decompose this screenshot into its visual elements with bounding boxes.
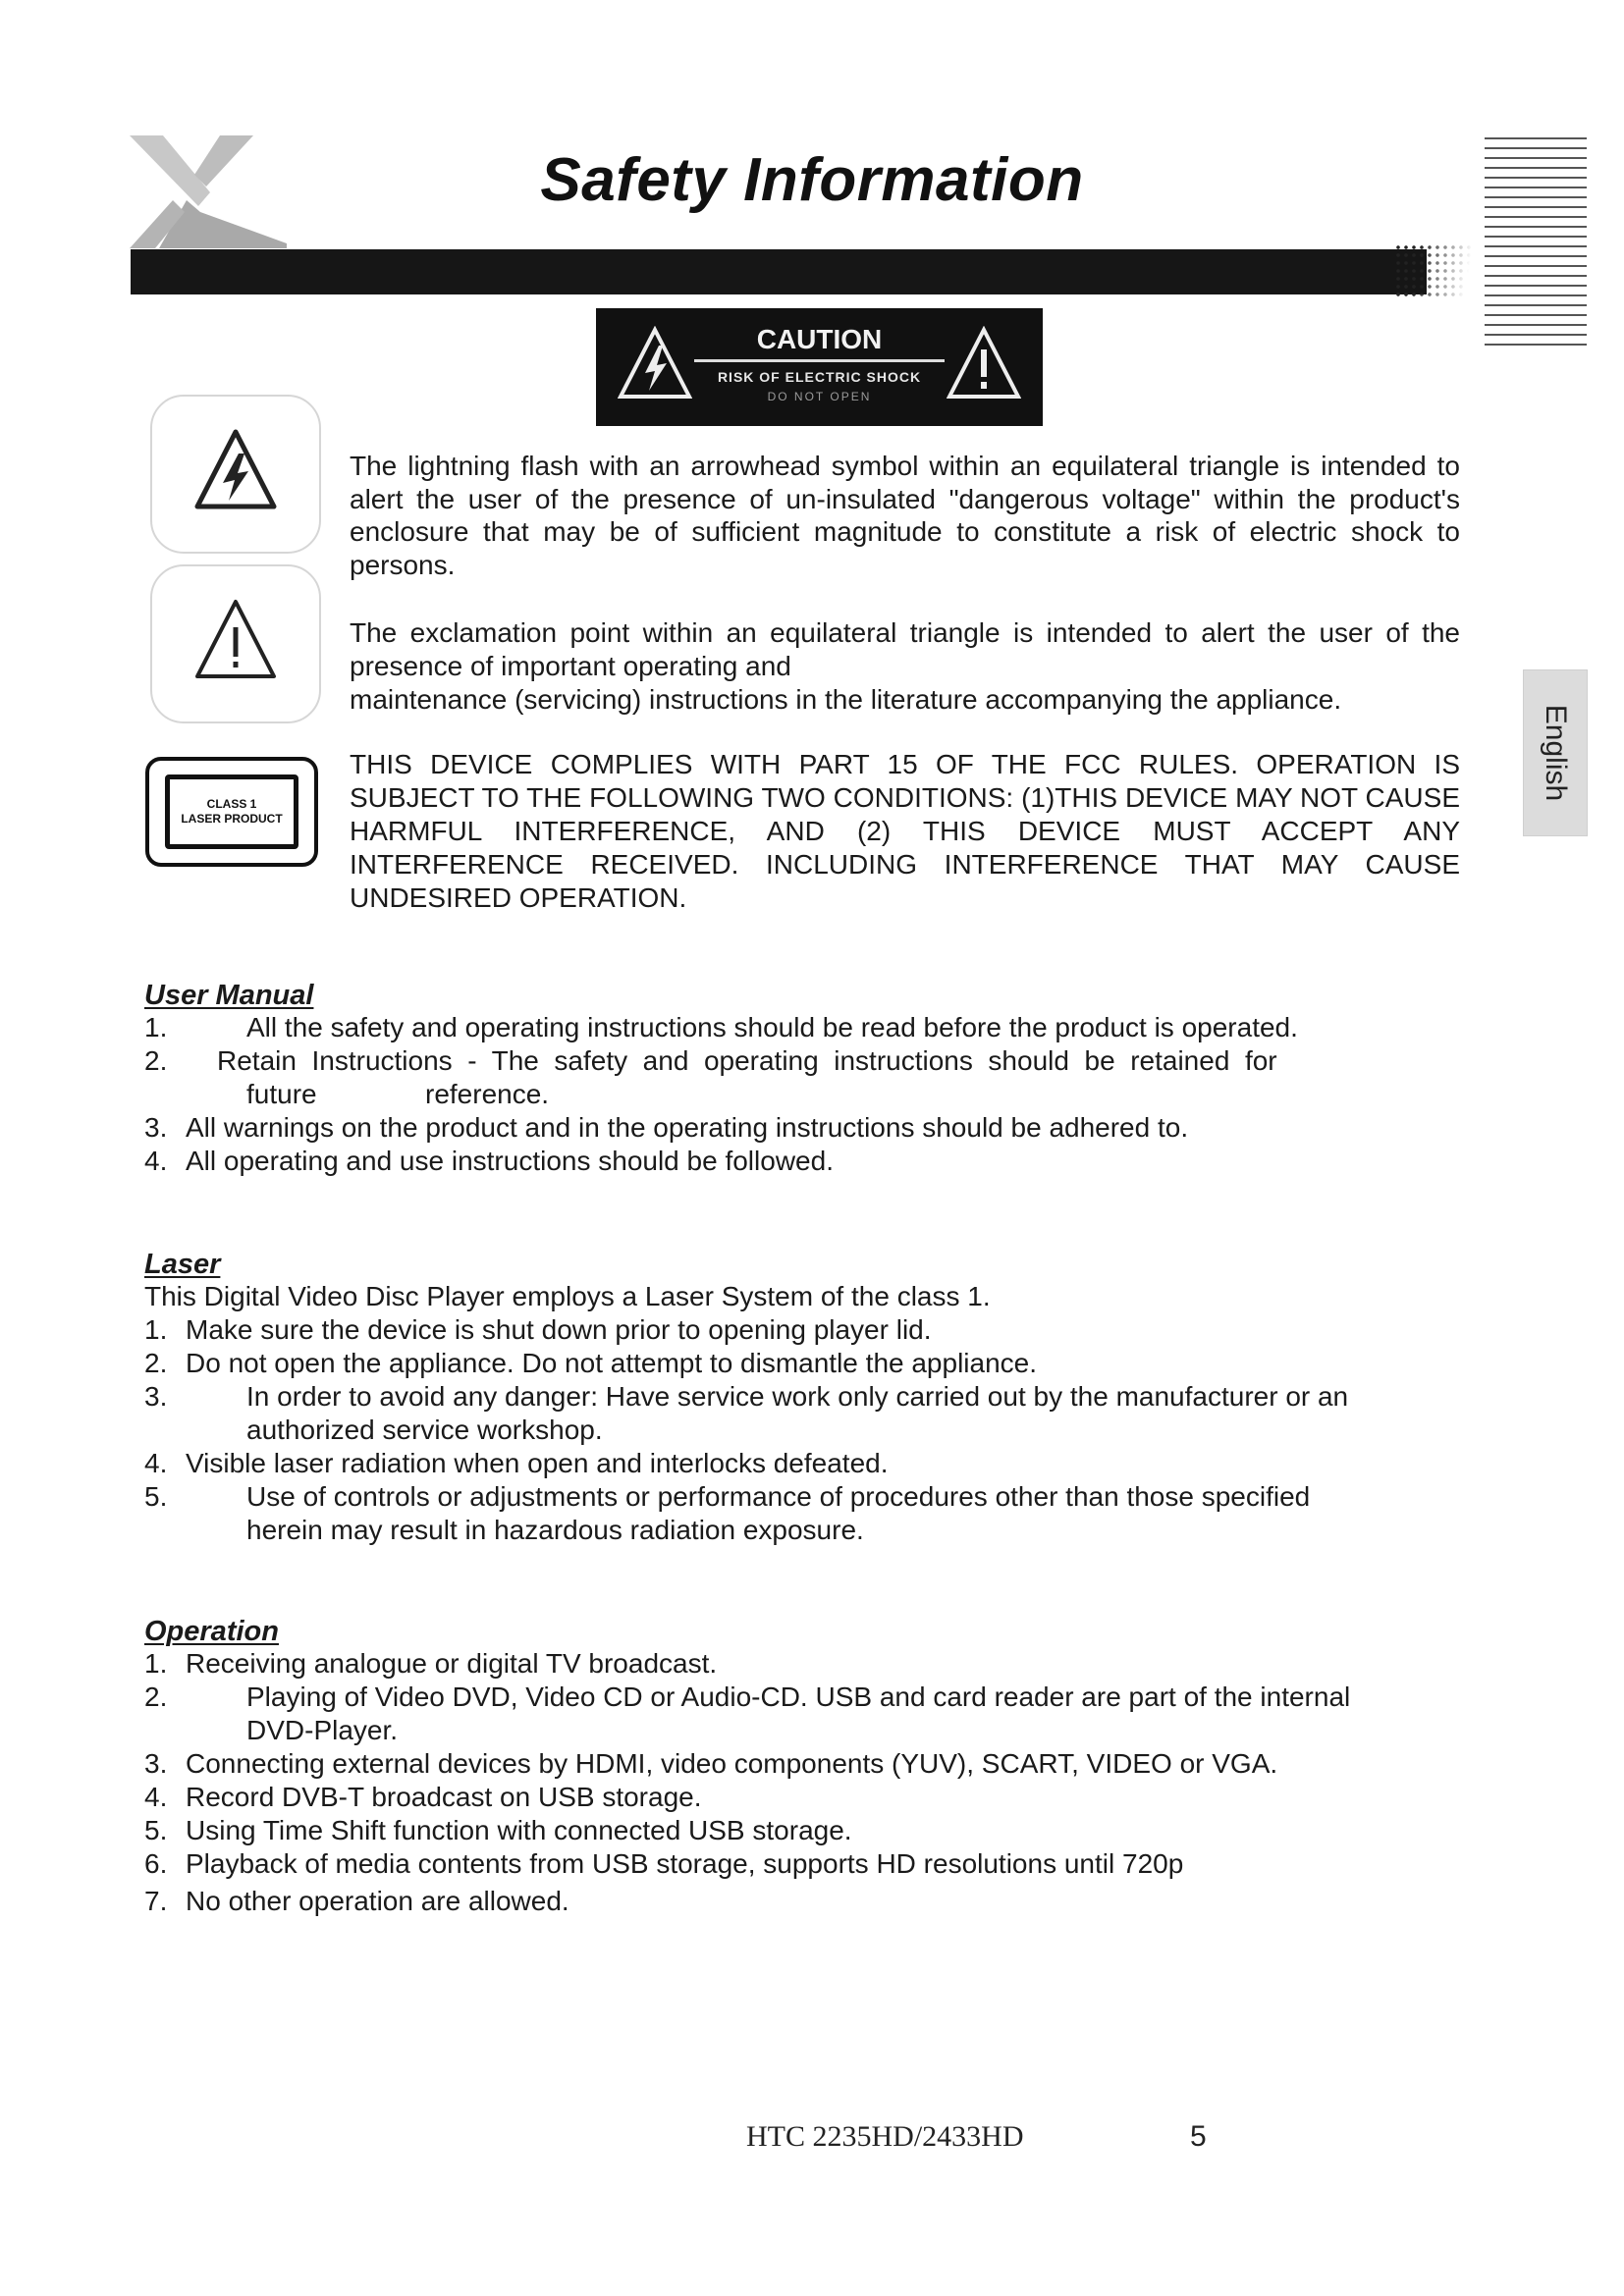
list-item (144, 1145, 1460, 1178)
list-text: Make sure the device is shut down prior to opening player lid. (186, 1314, 932, 1345)
list-item (144, 1480, 1460, 1547)
exclamation-symbol-box (150, 564, 321, 723)
list-text-continuation: future (246, 1079, 317, 1109)
list-item (144, 1847, 1460, 1881)
list-number: 1. (144, 1012, 168, 1042)
list-item (144, 1111, 1460, 1145)
list-text: In order to avoid any danger: Have service work only carried out by the manufacturer or an (246, 1381, 1349, 1412)
list-text: Retain Instructions - The safety and operating instructions should be retained for (217, 1045, 1277, 1076)
caution-title: CAUTION (756, 324, 883, 354)
list-item (144, 1647, 1460, 1681)
list-item (144, 1011, 1460, 1044)
list-number: 1. (144, 1314, 168, 1345)
list-number: 1. (144, 1648, 168, 1679)
section-heading-laser: Laser (144, 1249, 221, 1280)
list-number: 4. (144, 1146, 168, 1176)
list-text: Connecting external devices by HDMI, video components (YUV), SCART, VIDEO or VGA. (186, 1748, 1278, 1779)
list-item (144, 1313, 1460, 1347)
exclamation-description-1: The exclamation point within an equilateral triangle is intended to alert the user of the presence of important operating and (350, 617, 1460, 681)
caution-subtitle-2: DO NOT OPEN (767, 390, 872, 403)
header-bar-dots (1394, 243, 1473, 298)
list-number: 5. (144, 1815, 168, 1845)
list-item (144, 1681, 1460, 1747)
list-text: Playback of media contents from USB storage, supports HD resolutions until 720p (186, 1848, 1184, 1879)
list-item (144, 1885, 1460, 1918)
lightning-triangle-icon (193, 428, 278, 512)
list-text: No other operation are allowed. (186, 1886, 569, 1916)
laser-label-line1: CLASS 1 (206, 797, 257, 811)
footer-model: HTC 2235HD/2433HD (746, 2120, 1024, 2153)
list-number: 2. (144, 1045, 168, 1076)
edge-decoration (1485, 137, 1587, 346)
lightning-symbol-box (150, 395, 321, 554)
list-text: Visible laser radiation when open and interlocks defeated. (186, 1448, 889, 1478)
list-item (144, 1747, 1460, 1781)
list-number: 3. (144, 1381, 168, 1412)
list-number: 6. (144, 1848, 168, 1879)
page-title: Safety Information (540, 146, 1084, 214)
list-text: Receiving analogue or digital TV broadcast. (186, 1648, 718, 1679)
exclamation-triangle-icon (193, 598, 278, 682)
list-number: 4. (144, 1448, 168, 1478)
list-number: 5. (144, 1481, 168, 1512)
list-text: Use of controls or adjustments or performance of procedures other than those specified (246, 1481, 1311, 1512)
exclamation-warning-icon (947, 326, 1021, 400)
laser-class-label (145, 757, 318, 867)
list-text: All the safety and operating instructions should be read before the product is operated. (246, 1012, 1298, 1042)
list-number: 3. (144, 1112, 168, 1143)
laser-label-line2: LASER PRODUCT (181, 812, 283, 826)
list-text: Do not open the appliance. Do not attempt to dismantle the appliance. (186, 1348, 1038, 1378)
list-number: 3. (144, 1748, 168, 1779)
list-number: 4. (144, 1782, 168, 1812)
list-number: 2. (144, 1348, 168, 1378)
section-heading-operation: Operation (144, 1616, 279, 1647)
list-item (144, 1814, 1460, 1847)
language-tab[interactable] (1523, 669, 1588, 836)
exclamation-description-2: maintenance (servicing) instructions in the literature accompanying the appliance. (350, 684, 1342, 715)
list-item (144, 1380, 1460, 1447)
list-text-continuation: reference. (425, 1079, 550, 1109)
header-bar (131, 249, 1427, 294)
list-text-continuation: authorized service workshop. (246, 1415, 603, 1445)
caution-divider (694, 359, 945, 362)
list-text-continuation: herein may result in hazardous radiation exposure. (246, 1515, 864, 1545)
list-text-continuation: DVD-Player. (246, 1715, 399, 1745)
language-tab-label: English (1540, 704, 1572, 802)
list-item (144, 1781, 1460, 1814)
list-item (144, 1044, 1460, 1111)
list-text: Record DVB-T broadcast on USB storage. (186, 1782, 702, 1812)
caution-label (596, 308, 1043, 426)
fcc-statement: THIS DEVICE COMPLIES WITH PART 15 OF THE FCC RULES. OPERATION IS SUBJECT TO THE FOLLOWING TWO CONDITIONS: (1)THIS DEVICE MAY NOT CAUSE HARMFUL INTERFERENCE, AND (2) THIS DEVICE MUST ACCEPT ANY INTERFERENCE RECEIVED. INCLUDING INTERFERENCE THAT MAY CAUSE UNDESIRED OPERATION. (350, 749, 1460, 913)
caution-subtitle: RISK OF ELECTRIC SHOCK (717, 369, 922, 385)
list-text: Using Time Shift function with connected USB storage. (186, 1815, 852, 1845)
list-text: All operating and use instructions should be followed. (186, 1146, 834, 1176)
list-text: Playing of Video DVD, Video CD or Audio-CD. USB and card reader are part of the internal (246, 1682, 1351, 1712)
list-number: 7. (144, 1886, 168, 1916)
list-item (144, 1347, 1460, 1380)
page-number: 5 (1190, 2120, 1207, 2153)
list-number: 2. (144, 1682, 168, 1712)
list-text: All warnings on the product and in the operating instructions should be adhered to. (186, 1112, 1189, 1143)
laser-intro: This Digital Video Disc Player employs a Laser System of the class 1. (144, 1281, 991, 1311)
lightning-description: The lightning flash with an arrowhead symbol within an equilateral triangle is intended to alert the user of the presence of un-insulated "dangerous voltage" within the product's enclosure that may be of sufficient magnitude to constitute a risk of electric shock to persons. (350, 451, 1460, 580)
list-item (144, 1447, 1460, 1480)
section-heading-user-manual: User Manual (144, 980, 314, 1011)
